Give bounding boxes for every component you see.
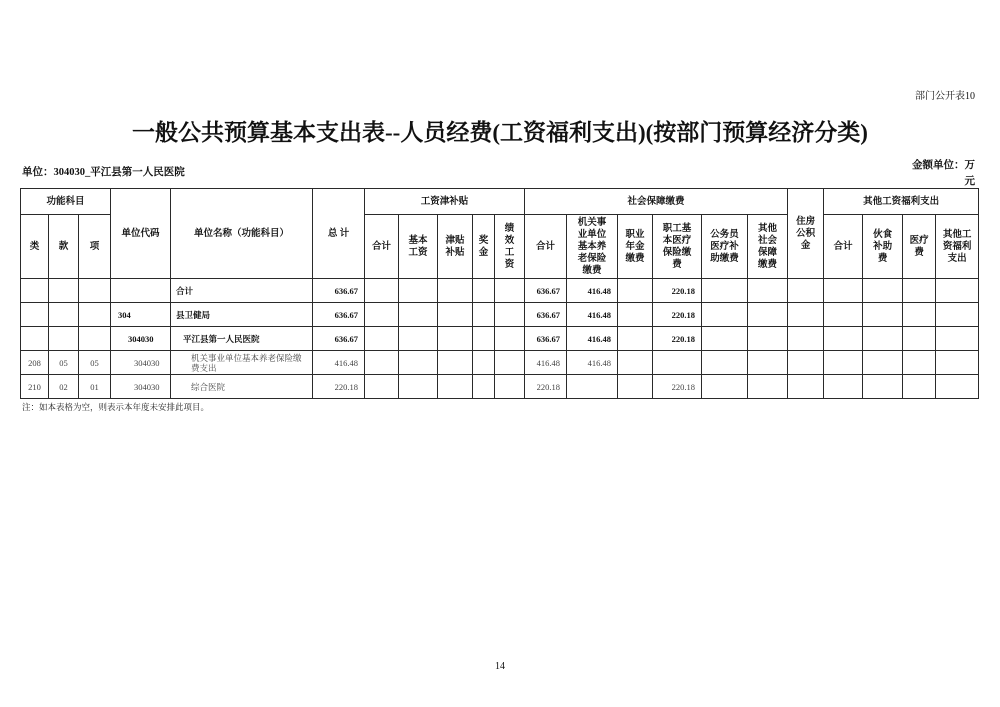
cell-housing-fund [788,375,824,399]
cell-pension: 416.48 [567,327,618,351]
cell-allowance [438,303,473,327]
cell-civil-servant-medical [702,279,748,303]
cell-social-total: 416.48 [525,351,567,375]
cell-lei: 208 [21,351,49,375]
cell-wage-total [365,351,399,375]
cell-unit-name [171,327,313,351]
header-civil-servant-medical [702,215,748,279]
cell-lei [21,303,49,327]
cell-total: 636.67 [313,303,365,327]
cell-occupational-annuity [618,327,653,351]
cell-occupational-annuity [618,279,653,303]
page-number: 14 [495,661,505,672]
cell-kuan [49,303,79,327]
header-row-1 [21,189,979,215]
cell-other-social [748,375,788,399]
cell-bonus [473,303,495,327]
header-housing-fund-label: 住房公积金 [796,216,816,251]
header-pension [567,215,618,279]
header-medical-expense [903,215,936,279]
header-allowance [438,215,473,279]
cell-lei: 210 [21,375,49,399]
cell-wage-total [365,327,399,351]
cell-meal-subsidy [863,303,903,327]
cell-other-welfare [936,375,979,399]
cell-xiang: 05 [79,351,111,375]
header-meal-subsidy-label: 伙食补助费 [873,229,893,264]
cell-total: 636.67 [313,279,365,303]
header-medical-expense-label: 医疗费 [909,235,929,258]
cell-unit-name [171,303,313,327]
header-bonus-label: 奖金 [478,235,489,258]
cell-other-social [748,279,788,303]
cell-other-social [748,327,788,351]
cell-housing-fund [788,279,824,303]
cell-other-social [748,303,788,327]
cell-performance-pay [495,327,525,351]
cell-total: 636.67 [313,327,365,351]
cell-pension: 416.48 [567,279,618,303]
unit-name-text: 综合医院 [191,381,226,392]
cell-medical-insurance: 220.18 [653,279,702,303]
cell-unit-code: 304030 [111,327,171,351]
cell-medical-expense [903,375,936,399]
cell-medical-expense [903,327,936,351]
cell-kuan [49,279,79,303]
header-basic-wage [399,215,438,279]
cell-social-total: 220.18 [525,375,567,399]
cell-unit-code: 304030 [111,351,171,375]
header-performance-pay [495,215,525,279]
table-row [21,375,979,399]
cell-housing-fund [788,327,824,351]
cell-medical-expense [903,279,936,303]
cell-civil-servant-medical [702,327,748,351]
cell-housing-fund [788,351,824,375]
cell-unit-code [111,279,171,303]
unit-name-text: 机关事业单位基本养老保险缴费支出 [191,352,302,373]
cell-allowance [438,375,473,399]
cell-other-total [824,303,863,327]
cell-other-welfare [936,351,979,375]
cell-basic-wage [399,351,438,375]
cell-social-total: 636.67 [525,327,567,351]
header-wage-total: 合计 [365,215,399,279]
unit-name-text: 县卫健局 [176,309,211,320]
cell-occupational-annuity [618,351,653,375]
cell-unit-name [171,351,313,375]
cell-xiang [79,327,111,351]
cell-other-welfare [936,303,979,327]
header-total: 总 计 [313,189,365,279]
cell-medical-expense [903,351,936,375]
cell-other-total [824,375,863,399]
header-xiang: 项 [79,215,111,279]
table-note: 注：如本表格为空，则表示本年度未安排此项目。 [22,402,210,412]
cell-allowance [438,327,473,351]
cell-pension: 416.48 [567,303,618,327]
cell-lei [21,327,49,351]
cell-medical-insurance [653,351,702,375]
cell-kuan: 02 [49,375,79,399]
unit-name-text: 平江县第一人民医院 [183,333,260,344]
cell-meal-subsidy [863,279,903,303]
header-medical-insurance-label: 职工基本医疗保险缴费 [662,223,692,270]
header-social-total: 合计 [525,215,567,279]
cell-unit-name [171,279,313,303]
cell-bonus [473,375,495,399]
unit-name-text: 合计 [176,285,194,296]
cell-bonus [473,279,495,303]
cell-other-total [824,351,863,375]
cell-pension [567,375,618,399]
budget-table [20,188,979,399]
cell-other-welfare [936,327,979,351]
header-lei: 类 [21,215,49,279]
cell-unit-code: 304030 [111,375,171,399]
cell-basic-wage [399,327,438,351]
cell-medical-expense [903,303,936,327]
cell-basic-wage [399,303,438,327]
header-wage-group: 工资津补贴 [365,189,525,215]
table-number: 部门公开表10 [915,91,975,102]
header-other-total: 合计 [824,215,863,279]
cell-wage-total [365,375,399,399]
cell-medical-insurance: 220.18 [653,375,702,399]
header-medical-insurance [653,215,702,279]
cell-xiang [79,303,111,327]
header-other-welfare-label: 其他工资福利支出 [942,229,972,264]
amount-unit-text: 金额单位：万元 [912,160,975,187]
cell-housing-fund [788,303,824,327]
header-meal-subsidy [863,215,903,279]
cell-civil-servant-medical [702,303,748,327]
header-occupational-annuity [618,215,653,279]
table-row [21,351,979,375]
cell-civil-servant-medical [702,375,748,399]
header-other-social-label: 其他社会保障缴费 [758,223,778,270]
cell-civil-servant-medical [702,351,748,375]
unit-label: 单位：304030_平江县第一人民医院 [22,167,185,178]
table-row [21,303,979,327]
cell-wage-total [365,303,399,327]
header-housing-fund [788,189,824,279]
cell-other-total [824,327,863,351]
cell-performance-pay [495,303,525,327]
cell-wage-total [365,279,399,303]
table-row [21,279,979,303]
cell-allowance [438,279,473,303]
cell-social-total: 636.67 [525,279,567,303]
cell-bonus [473,327,495,351]
header-func-subject: 功能科目 [21,189,111,215]
cell-meal-subsidy [863,351,903,375]
header-pension-label: 机关事业单位基本养老保险缴费 [577,217,607,276]
header-other-group: 其他工资福利支出 [824,189,979,215]
cell-basic-wage [399,375,438,399]
header-other-social [748,215,788,279]
header-allowance-label: 津贴补贴 [445,235,465,258]
cell-kuan: 05 [49,351,79,375]
cell-occupational-annuity [618,375,653,399]
cell-meal-subsidy [863,327,903,351]
cell-pension: 416.48 [567,351,618,375]
header-occupational-annuity-label: 职业年金缴费 [625,229,645,264]
cell-medical-insurance: 220.18 [653,327,702,351]
cell-bonus [473,351,495,375]
cell-allowance [438,351,473,375]
cell-other-total [824,279,863,303]
cell-meal-subsidy [863,375,903,399]
cell-performance-pay [495,279,525,303]
cell-total: 220.18 [313,375,365,399]
page-title: 一般公共预算基本支出表--人员经费(工资福利支出)(按部门预算经济分类) [132,120,868,145]
cell-kuan [49,327,79,351]
amount-unit [907,158,975,190]
header-social-group: 社会保障缴费 [525,189,788,215]
cell-performance-pay [495,375,525,399]
header-other-welfare [936,215,979,279]
cell-performance-pay [495,351,525,375]
cell-social-total: 636.67 [525,303,567,327]
header-bonus [473,215,495,279]
cell-unit-name [171,375,313,399]
cell-occupational-annuity [618,303,653,327]
cell-lei [21,279,49,303]
cell-total: 416.48 [313,351,365,375]
header-civil-servant-medical-label: 公务员医疗补助缴费 [710,229,739,264]
table-row [21,327,979,351]
header-unit-name: 单位名称（功能科目） [171,189,313,279]
cell-basic-wage [399,279,438,303]
header-basic-wage-label: 基本工资 [408,235,428,258]
header-performance-pay-label: 绩效工资 [504,223,515,270]
cell-other-social [748,351,788,375]
header-unit-code: 单位代码 [111,189,171,279]
cell-other-welfare [936,279,979,303]
cell-unit-code: 304 [111,303,171,327]
cell-xiang: 01 [79,375,111,399]
cell-medical-insurance: 220.18 [653,303,702,327]
cell-xiang [79,279,111,303]
header-kuan: 款 [49,215,79,279]
